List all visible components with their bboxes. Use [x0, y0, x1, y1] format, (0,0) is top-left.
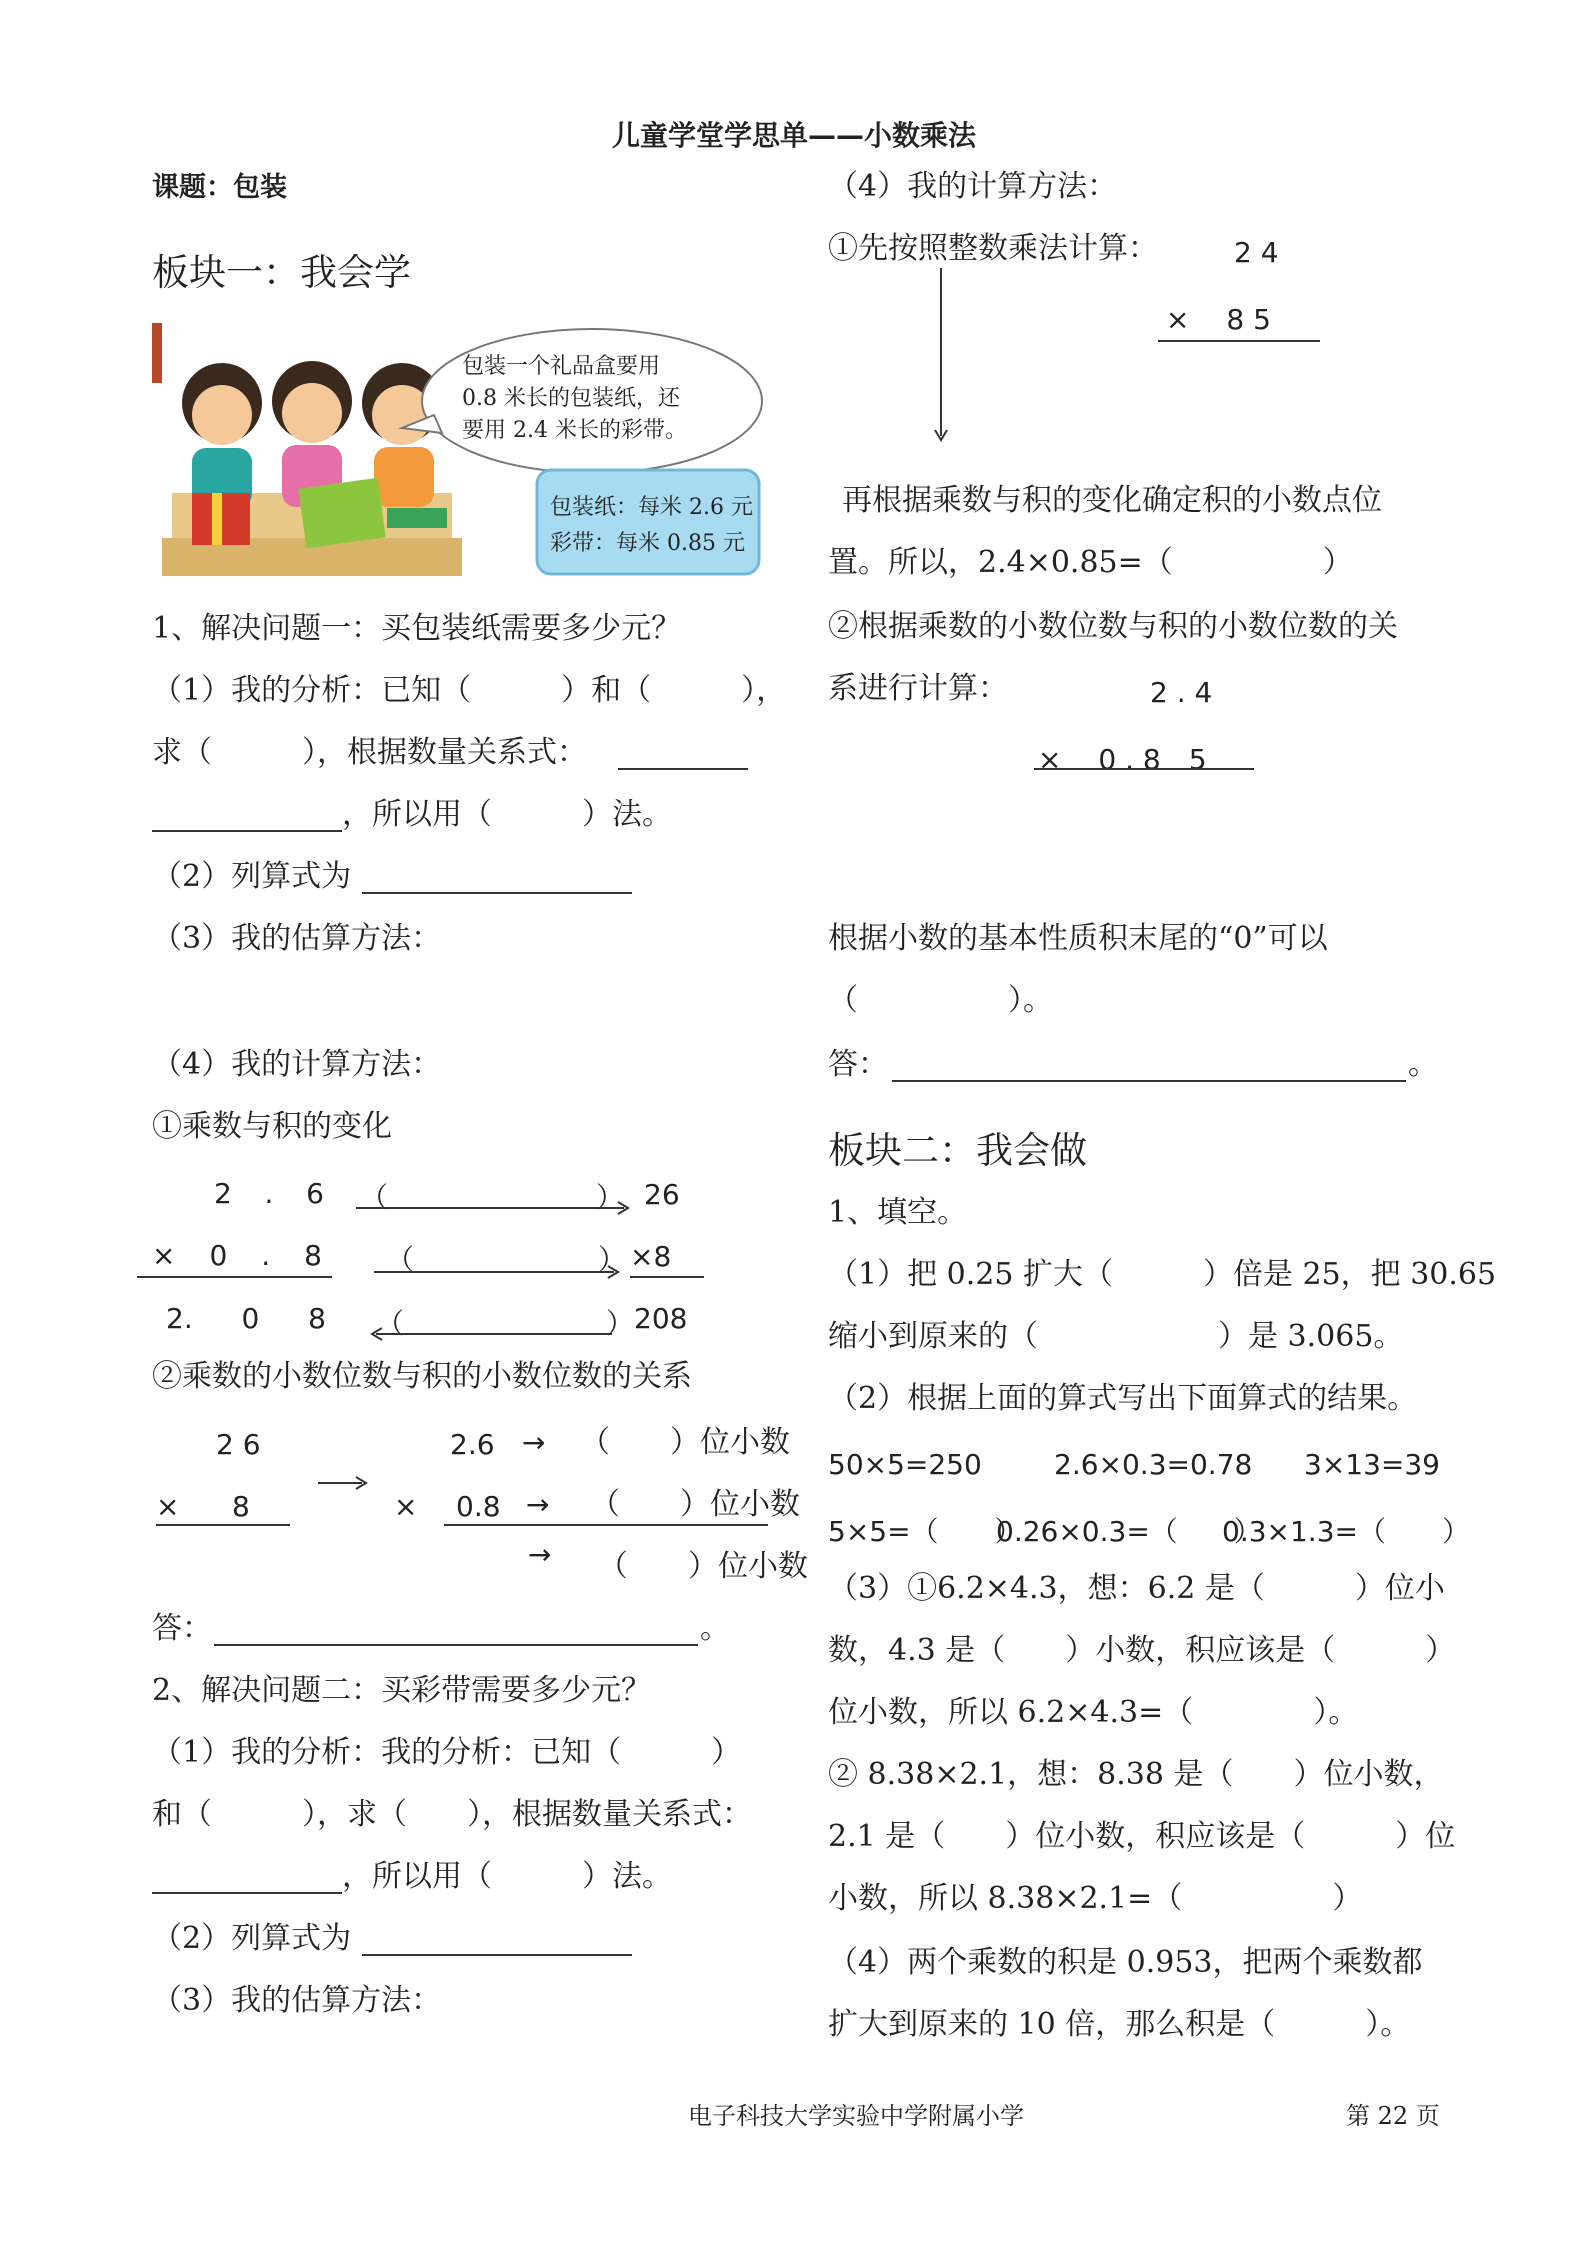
- r-calc2-underline: [1034, 768, 1254, 770]
- calc2-arrow-2: →: [526, 1488, 550, 1521]
- calc1-r2-a: ×: [152, 1239, 176, 1272]
- r-para2: 置。所以，2.4×0.85=（ ）: [828, 545, 1353, 580]
- r-calc1-top: 2 4: [1234, 236, 1279, 269]
- eq2-c: 0.3×1.3=（ ）: [1222, 1515, 1470, 1548]
- topic-label: 课题：包装: [152, 172, 287, 203]
- calc1-r3-c: 8: [308, 1302, 326, 1335]
- calc1-r1-c: 6: [306, 1177, 324, 1210]
- footer-school: 电子科技大学实验中学附属小学: [688, 2102, 1024, 2130]
- fill3-line1: （3）①6.2×4.3，想：6.2 是（ ）位小: [828, 1571, 1445, 1606]
- q1-analysis-line3: ，所以用（ ）法。: [342, 797, 672, 832]
- fill1-line1: （1）把 0.25 扩大（ ）倍是 25，把 30.65: [828, 1257, 1497, 1292]
- calc1-arrow3: [368, 1312, 614, 1342]
- calc1-row2: [152, 1239, 322, 1272]
- q2-analysis-line2: 和（ ），求（ ），根据数量关系式：: [152, 1797, 752, 1832]
- q2-formula-blank[interactable]: [362, 1954, 632, 1956]
- calc1-arrow2: [374, 1250, 624, 1280]
- price-wrapping-paper: 包装纸：每米 2.6 元: [550, 495, 753, 520]
- q1-method-label: （4）我的计算方法：: [152, 1047, 442, 1082]
- calc1-result1: 26: [644, 1178, 680, 1211]
- r-method-label: （4）我的计算方法：: [828, 169, 1118, 204]
- calc1-result2: ×8: [630, 1240, 672, 1273]
- fill1-line2: 缩小到原来的（ ）是 3.065。: [828, 1319, 1404, 1354]
- calc1-row3: [166, 1302, 326, 1335]
- speech-line-1: 包装一个礼品盒要用: [462, 354, 661, 379]
- r-calc2-bottom: × 0 . 8 5: [1038, 743, 1207, 776]
- r-para3: 根据小数的基本性质积末尾的“0”可以: [828, 921, 1328, 956]
- eq1-a: 50×5=250: [828, 1448, 982, 1481]
- calc1-arrow1: [356, 1186, 632, 1216]
- r-method-step1: ①先按照整数乘法计算：: [828, 231, 1158, 266]
- calc1-r3-a: 2.: [166, 1302, 193, 1335]
- fill3-line4: ② 8.38×2.1，想：8.38 是（ ）位小数，: [828, 1757, 1444, 1792]
- calc1-r3-b: 0: [241, 1302, 260, 1335]
- fill2-heading: （2）根据上面的算式写出下面算式的结果。: [828, 1381, 1418, 1416]
- q1-formula-label: （2）列算式为: [152, 859, 352, 894]
- q1-analysis-line1: （1）我的分析：已知（ ）和（ ），: [152, 673, 787, 708]
- fill-heading: 1、填空。: [828, 1195, 968, 1230]
- calc1-blank2-open: （: [386, 1243, 415, 1276]
- r-down-arrow: [926, 268, 956, 444]
- r-answer-label: 答：: [828, 1047, 888, 1082]
- q1-estimate-label: （3）我的估算方法：: [152, 921, 442, 956]
- r-answer-blank[interactable]: [892, 1080, 1406, 1082]
- calc1-r2-d: 8: [304, 1239, 322, 1272]
- q1-relation-blank[interactable]: [618, 768, 748, 770]
- r-calc1-bottom: × 8 5: [1166, 303, 1271, 336]
- fill4-line1: （4）两个乘数的积是 0.953，把两个乘数都: [828, 1945, 1423, 1980]
- r-calc2-top: 2 . 4: [1150, 676, 1213, 709]
- calc2-digits-1: （ ）位小数: [580, 1425, 790, 1460]
- q2-estimate-label: （3）我的估算方法：: [152, 1983, 442, 2018]
- q1-method-step2: ②乘数的小数位数与积的小数位数的关系: [152, 1359, 692, 1394]
- eq1-c: 3×13=39: [1304, 1448, 1440, 1481]
- illustration: [152, 323, 770, 576]
- eq2-a: 5×5=（ ）: [828, 1515, 1023, 1548]
- q2-relation-blank[interactable]: [152, 1892, 342, 1894]
- r-para4: （ ）。: [828, 983, 1053, 1018]
- section-one-heading: 板块一：我会学: [152, 251, 411, 294]
- calc2-digits-3: （ ）位小数: [598, 1549, 808, 1584]
- calc2-top: 2 6: [216, 1428, 261, 1461]
- calc1-blank1-close: ）: [596, 1181, 625, 1214]
- q1-relation-blank-2[interactable]: [152, 830, 342, 832]
- speech-line-2: 0.8 米长的包装纸，还: [462, 386, 680, 411]
- calc1-underline-right: [630, 1276, 704, 1278]
- section-two-heading: 板块二：我会做: [828, 1129, 1087, 1172]
- calc2-multiplicand: 2.6: [450, 1428, 495, 1461]
- calc2-multiplier: 0.8: [456, 1490, 501, 1523]
- eq2-b: 0.26×0.3=（ ）: [996, 1515, 1262, 1548]
- fill3-line2: 数，4.3 是（ ）小数，积应该是（ ）: [828, 1633, 1456, 1668]
- calc1-blank1-open: （: [360, 1181, 389, 1214]
- q2-analysis-line1: （1）我的分析：我的分析：已知（ ）: [152, 1735, 742, 1770]
- speech-line-3: 要用 2.4 米长的彩带。: [462, 418, 687, 443]
- calc2-times: ×: [156, 1490, 180, 1523]
- q1-answer-end: 。: [700, 1611, 730, 1646]
- r-calc1-underline: [1158, 340, 1320, 342]
- calc2-arrow-3: →: [528, 1538, 552, 1571]
- calc1-blank2-close: ）: [598, 1243, 627, 1276]
- r-answer-end: 。: [1408, 1047, 1438, 1082]
- calc1-blank3-open: （: [376, 1307, 405, 1340]
- r-method-step2-line1: ②根据乘数的小数位数与积的小数位数的关: [828, 609, 1398, 644]
- calc2-bottom: 8: [232, 1490, 250, 1523]
- calc2-arrow-1: →: [522, 1426, 546, 1459]
- calc2-times-right: ×: [394, 1490, 418, 1523]
- q1-formula-blank[interactable]: [362, 892, 632, 894]
- q1-title: 1、解决问题一：买包装纸需要多少元？: [152, 611, 682, 646]
- q2-formula-label: （2）列算式为: [152, 1921, 352, 1956]
- r-method-step2-line2: 系进行计算：: [828, 671, 1008, 706]
- q1-analysis-line2: 求（ ），根据数量关系式：: [152, 735, 587, 770]
- calc2-center-arrow: [318, 1468, 368, 1498]
- fill4-line2: 扩大到原来的 10 倍，那么积是（ ）。: [828, 2007, 1411, 2042]
- fill3-line5: 2.1 是（ ）位小数，积应该是（ ）位: [828, 1819, 1456, 1854]
- page-title: 儿童学堂学思单——小数乘法: [612, 119, 977, 152]
- calc2-underline: [156, 1524, 290, 1526]
- calc1-result3: 208: [634, 1302, 688, 1335]
- q1-method-step1: ①乘数与积的变化: [152, 1109, 392, 1144]
- calc2-underline-right: [444, 1524, 768, 1526]
- q2-analysis-line3: ，所以用（ ）法。: [342, 1859, 672, 1894]
- calc1-r1-b: .: [264, 1177, 274, 1210]
- calc1-r2-b: 0: [209, 1239, 228, 1272]
- calc1-row1: [214, 1177, 324, 1210]
- fill3-line6: 小数，所以 8.38×2.1=（ ）: [828, 1881, 1363, 1916]
- price-ribbon: 彩带：每米 0.85 元: [550, 531, 745, 556]
- calc1-r2-c: .: [261, 1239, 271, 1272]
- eq1-b: 2.6×0.3=0.78: [1054, 1448, 1253, 1481]
- calc1-r1-a: 2: [214, 1177, 232, 1210]
- q2-title: 2、解决问题二：买彩带需要多少元？: [152, 1673, 652, 1708]
- footer-page-number: 第 22 页: [1346, 2102, 1440, 2130]
- r-para1: 再根据乘数与积的变化确定积的小数点位: [842, 483, 1382, 518]
- q1-answer-label: 答：: [152, 1611, 212, 1646]
- q1-answer-blank[interactable]: [214, 1644, 698, 1646]
- fill3-line3: 位小数，所以 6.2×4.3=（ ）。: [828, 1695, 1359, 1730]
- calc1-blank3-close: ）: [606, 1307, 635, 1340]
- calc2-digits-2: （ ）位小数: [590, 1487, 800, 1522]
- calc1-underline: [137, 1276, 332, 1278]
